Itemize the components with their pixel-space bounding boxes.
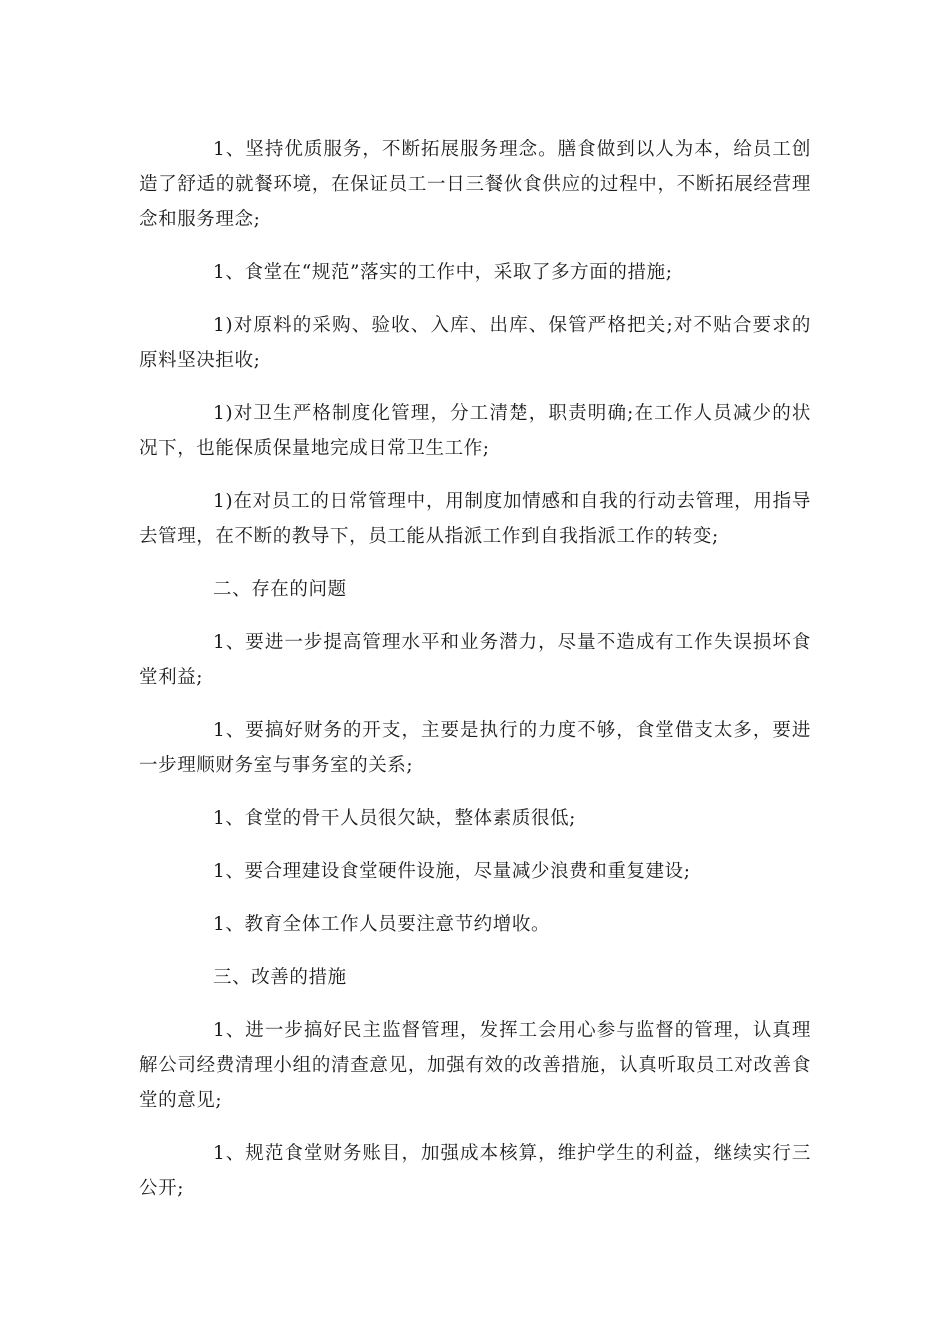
paragraph: 1)对原料的采购、验收、入库、出库、保管严格把关;对不贴合要求的原料坚决拒收; <box>139 315 811 371</box>
paragraph: 1)对卫生严格制度化管理，分工清楚，职责明确;在工作人员减少的状况下，也能保质保量地完成日常卫生工作; <box>139 403 811 459</box>
document-body <box>139 132 811 1224</box>
paragraph: 1、要搞好财务的开支，主要是执行的力度不够，食堂借支太多，要进一步理顺财务室与事务室的关系; <box>139 720 811 776</box>
paragraph: 1、要合理建设食堂硬件设施，尽量减少浪费和重复建设; <box>213 861 691 882</box>
paragraph: 1、坚持优质服务，不断拓展服务理念。膳食做到以人为本，给员工创造了舒适的就餐环境，在保证员工一日三餐伙食供应的过程中，不断拓展经营理念和服务理念; <box>139 139 811 230</box>
section-heading: 三、改善的措施 <box>213 967 347 988</box>
paragraph: 1)在对员工的日常管理中，用制度加情感和自我的行动去管理，用指导去管理，在不断的教导下，员工能从指派工作到自我指派工作的转变; <box>139 491 811 547</box>
paragraph: 1、食堂在“规范”落实的工作中，采取了多方面的措施; <box>213 262 673 283</box>
section-heading: 二、存在的问题 <box>213 579 347 600</box>
paragraph: 1、食堂的骨干人员很欠缺，整体素质很低; <box>213 808 577 829</box>
paragraph: 1、进一步搞好民主监督管理，发挥工会用心参与监督的管理，认真理解公司经费清理小组的清查意见，加强有效的改善措施，认真听取员工对改善食堂的意见; <box>139 1020 811 1111</box>
paragraph: 1、规范食堂财务账目，加强成本核算，维护学生的利益，继续实行三公开; <box>139 1143 811 1199</box>
paragraph: 1、要进一步提高管理水平和业务潜力，尽量不造成有工作失误损坏食堂利益; <box>139 632 811 688</box>
paragraph: 1、教育全体工作人员要注意节约增收。 <box>213 914 551 935</box>
